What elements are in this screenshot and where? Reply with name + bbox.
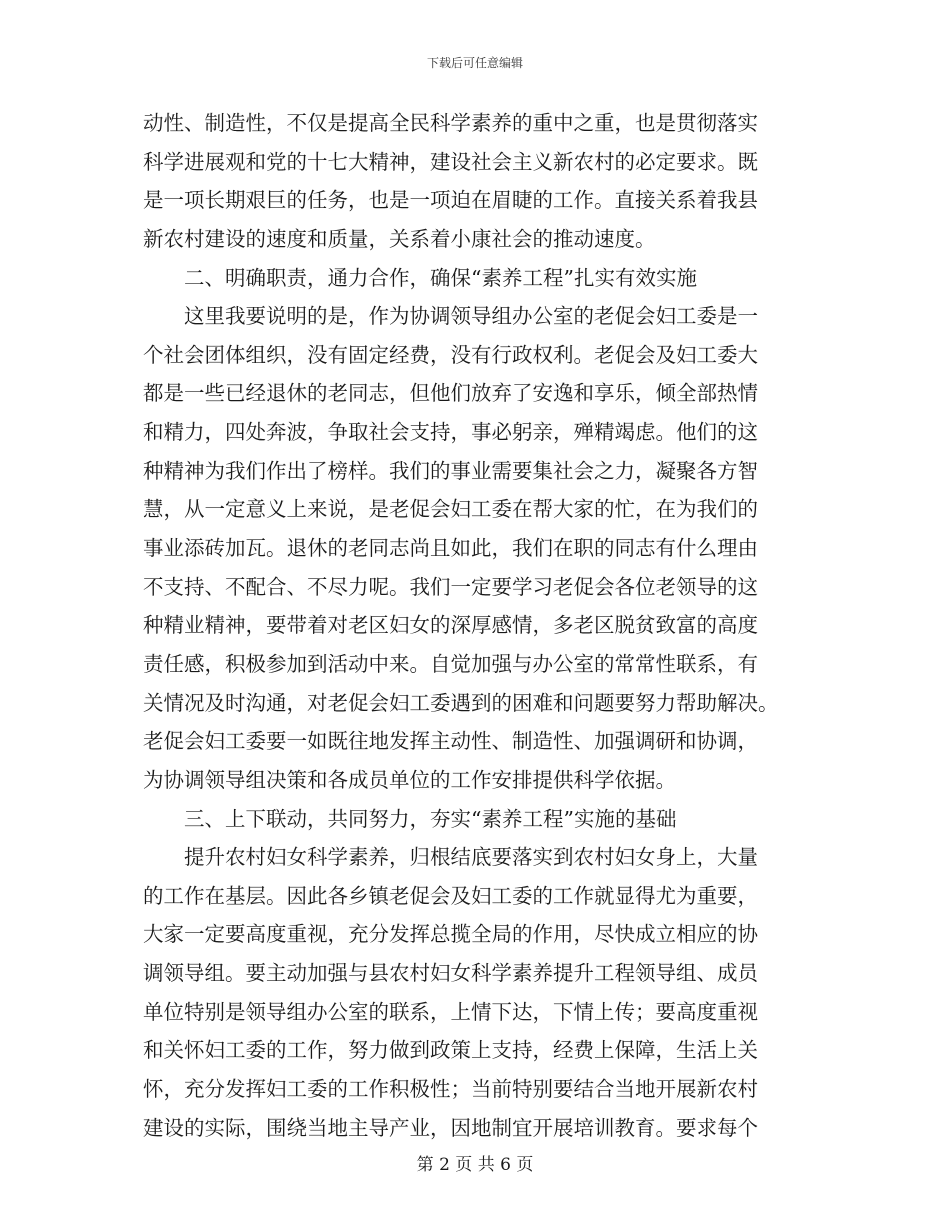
page-header: 下载后可任意编辑	[426, 56, 523, 70]
text-line: 单位特别是领导组办公室的联系，上情下达，下情上传；要高度重视	[143, 999, 758, 1024]
text-line: 个社会团体组织，没有固定经费，没有行政权利。老促会及妇工委大	[143, 342, 758, 367]
text-line: 新农村建设的速度和质量，关系着小康社会的推动速度。	[143, 226, 656, 251]
text-line: 的工作在基层。因此各乡镇老促会及妇工委的工作就显得尤为重要，	[143, 883, 758, 908]
text-line: 怀，充分发挥妇工委的工作积极性；当前特别要结合当地开展新农村	[143, 1077, 758, 1102]
text-line: 和关怀妇工委的工作，努力做到政策上支持，经费上保障，生活上关	[143, 1038, 758, 1063]
text-line: 二、明确职责，通力合作，确保“素养工程”扎实有效实施	[184, 265, 697, 290]
text-line: 动性、制造性，不仅是提高全民科学素养的重中之重，也是贯彻落实	[143, 111, 758, 135]
text-line: 关情况及时沟通，对老促会妇工委遇到的困难和问题要努力帮助解决。	[143, 690, 779, 715]
text-line: 三、上下联动，共同努力，夯实“素养工程”实施的基础	[184, 806, 677, 831]
text-line: 为协调领导组决策和各成员单位的工作安排提供科学依据。	[143, 767, 676, 792]
text-line: 老促会妇工委要一如既往地发挥主动性、制造性、加强调研和协调，	[143, 729, 758, 754]
text-line: 科学进展观和党的十七大精神，建设社会主义新农村的必定要求。既	[143, 149, 758, 174]
text-line: 调领导组。要主动加强与县农村妇女科学素养提升工程领导组、成员	[143, 961, 758, 986]
text-line: 这里我要说明的是，作为协调领导组办公室的老促会妇工委是一	[184, 304, 758, 329]
text-line: 是一项长期艰巨的任务，也是一项迫在眉睫的工作。直接关系着我县	[143, 188, 758, 213]
text-line: 都是一些已经退休的老同志，但他们放弃了安逸和享乐，倾全部热情	[143, 381, 758, 406]
text-line: 和精力，四处奔波，争取社会支持，事必躬亲，殚精竭虑。他们的这	[143, 420, 758, 445]
text-line: 事业添砖加瓦。退休的老同志尚且如此，我们在职的同志有什么理由	[143, 536, 758, 561]
text-line: 责任感，积极参加到活动中来。自觉加强与办公室的常常性联系，有	[143, 651, 758, 676]
text-line: 慧，从一定意义上来说，是老促会妇工委在帮大家的忙，在为我们的	[143, 497, 758, 522]
text-line: 不支持、不配合、不尽力呢。我们一定要学习老促会各位老领导的这	[143, 574, 758, 599]
text-line: 提升农村妇女科学素养，归根结底要落实到农村妇女身上，大量	[184, 845, 758, 870]
text-line: 种精神为我们作出了榜样。我们的事业需要集社会之力，凝聚各方智	[143, 458, 758, 483]
text-line: 种精业精神，要带着对老区妇女的深厚感情，多老区脱贫致富的高度	[143, 613, 758, 638]
text-line: 大家一定要高度重视，充分发挥总揽全局的作用，尽快成立相应的协	[143, 922, 758, 947]
page-number-footer: 第 2 页 共 6 页	[416, 1155, 534, 1175]
text-line: 建设的实际，围绕当地主导产业，因地制宜开展培训教育。要求每个	[143, 1115, 758, 1140]
document-body	[143, 104, 803, 1147]
